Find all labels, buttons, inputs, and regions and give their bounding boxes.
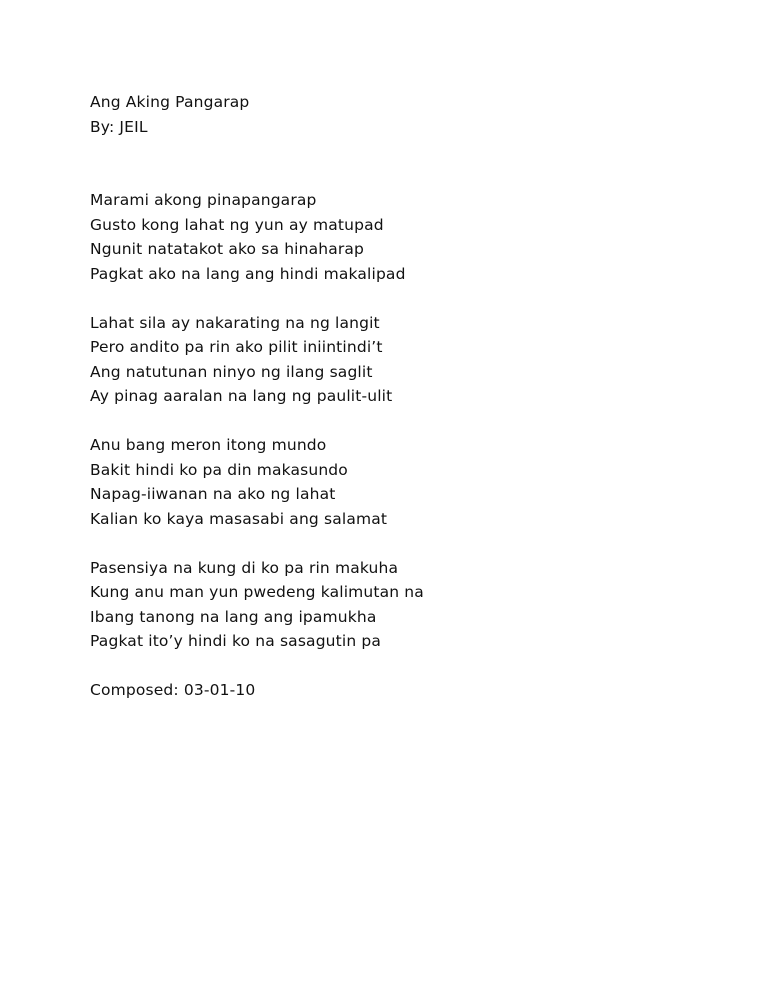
poem-line: Ay pinag aaralan na lang ng paulit-ulit bbox=[90, 387, 393, 405]
poem-line: Lahat sila ay nakarating na ng langit bbox=[90, 313, 380, 332]
poem-line: Pero andito pa rin ako pilit iniintindi’t bbox=[90, 338, 383, 356]
spacer bbox=[90, 531, 710, 556]
document-page bbox=[90, 90, 710, 703]
spacer bbox=[90, 286, 710, 311]
poem-byline: By: JEIL bbox=[90, 117, 148, 136]
spacer bbox=[90, 139, 710, 188]
poem-line: Bakit hindi ko pa din makasundo bbox=[90, 460, 348, 479]
poem-line: Pasensiya na kung di ko pa rin makuha bbox=[90, 558, 399, 577]
poem-line: Marami akong pinapangarap bbox=[90, 191, 317, 209]
poem-line: Kung anu man yun pwedeng kalimutan na bbox=[90, 583, 424, 601]
stanza-1 bbox=[90, 188, 710, 286]
stanza-4 bbox=[90, 556, 710, 654]
spacer bbox=[90, 409, 710, 434]
composed-date: Composed: 03-01-10 bbox=[90, 681, 256, 699]
poem-line: Anu bang meron itong mundo bbox=[90, 436, 327, 454]
poem-line: Pagkat ako na lang ang hindi makalipad bbox=[90, 264, 406, 283]
poem-line: Ibang tanong na lang ang ipamukha bbox=[90, 607, 377, 626]
poem-line: Kalian ko kaya masasabi ang salamat bbox=[90, 509, 388, 528]
spacer bbox=[90, 654, 710, 679]
poem-line: Ngunit natatakot ako sa hinaharap bbox=[90, 240, 365, 258]
stanza-3 bbox=[90, 433, 710, 531]
poem-line: Napag-iiwanan na ako ng lahat bbox=[90, 485, 336, 503]
poem-line: Gusto kong lahat ng yun ay matupad bbox=[90, 215, 384, 234]
poem-line: Ang natutunan ninyo ng ilang saglit bbox=[90, 362, 373, 381]
stanza-2 bbox=[90, 311, 710, 409]
poem-title: Ang Aking Pangarap bbox=[90, 93, 250, 111]
poem-line: Pagkat ito’y hindi ko na sasagutin pa bbox=[90, 632, 382, 650]
